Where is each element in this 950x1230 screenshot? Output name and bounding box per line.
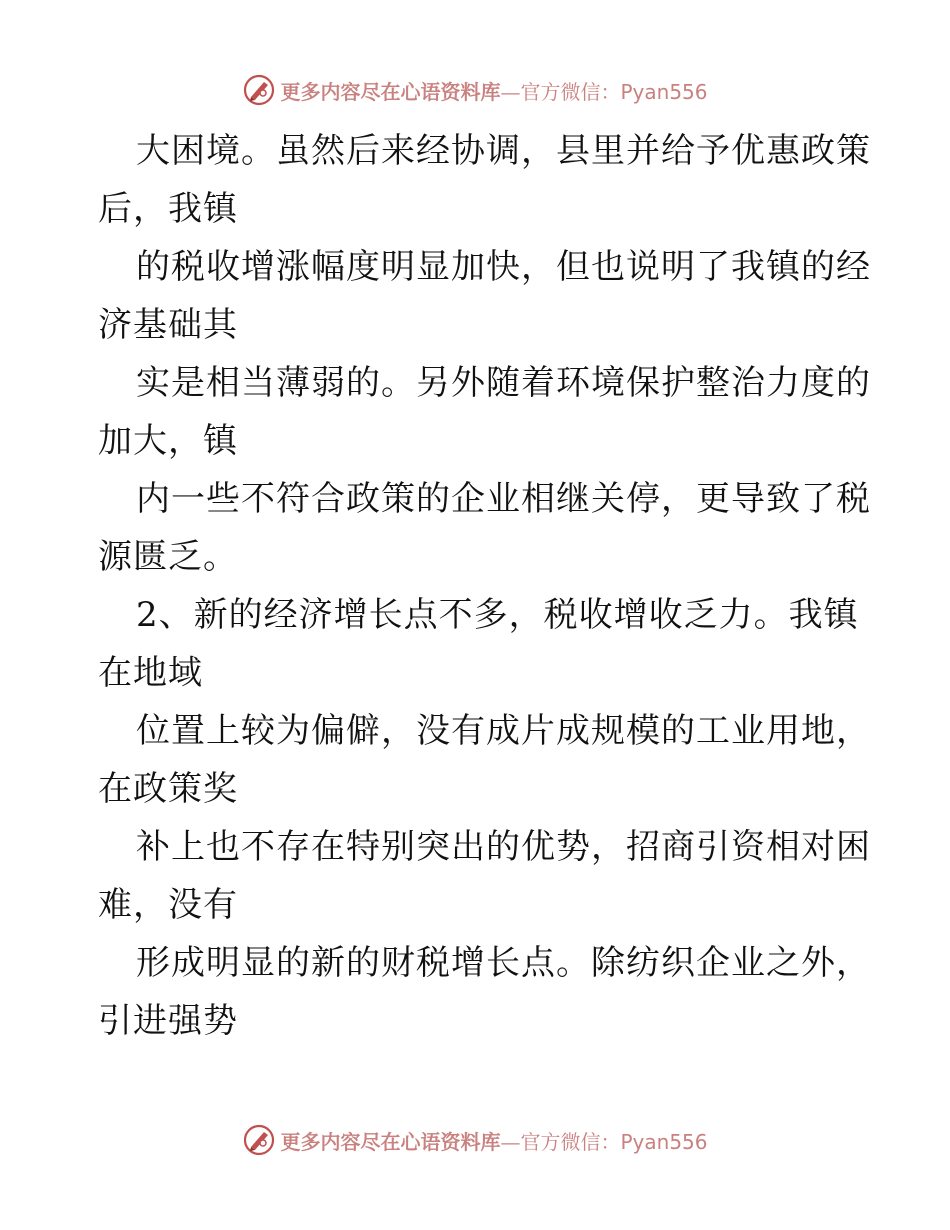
header-watermark [0,70,950,110]
text-line: 加大，镇 [98,421,238,461]
text-line: 难，没有 [98,885,238,925]
text-line: 2、新的经济增长点不多，税收增收乏力。我镇 [136,595,859,635]
watermark-text [280,1126,707,1155]
watermark-separator: — [500,1129,521,1154]
watermark-site: 更多内容尽在心语资料库 [280,1129,501,1154]
pen-logo-icon [242,1123,276,1157]
text-line: 大困境。虽然后来经协调，县里并给予优惠政策 [136,131,871,171]
text-line: 济基础其 [98,305,238,345]
text-line: 在地域 [98,653,203,693]
text-line: 引进强势 [98,1001,238,1041]
text-line: 内一些不符合政策的企业相继关停，更导致了税 [136,479,871,519]
footer-watermark [0,1120,950,1160]
watermark-handle: Pyan556 [620,79,708,104]
watermark-separator: — [500,79,521,104]
document-body [98,122,871,1050]
watermark-site: 更多内容尽在心语资料库 [280,79,501,104]
text-line: 补上也不存在特别突出的优势，招商引资相对困 [136,827,871,867]
text-line: 源匮乏。 [98,537,238,577]
watermark-label: 官方微信： [520,1129,621,1154]
text-line: 在政策奖 [98,769,238,809]
text-line: 的税收增涨幅度明显加快，但也说明了我镇的经 [136,247,871,287]
watermark-handle: Pyan556 [620,1129,708,1154]
text-line: 实是相当薄弱的。另外随着环境保护整治力度的 [136,363,871,403]
watermark-text [280,76,707,105]
watermark-label: 官方微信： [520,79,621,104]
text-line: 形成明显的新的财税增长点。除纺织企业之外， [136,943,871,983]
text-line: 位置上较为偏僻，没有成片成规模的工业用地， [136,711,871,751]
pen-logo-icon [242,73,276,107]
text-line: 后，我镇 [98,189,238,229]
